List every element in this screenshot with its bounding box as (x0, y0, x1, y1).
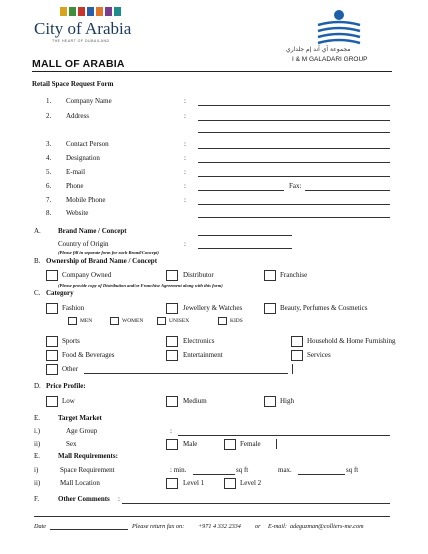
field-label-designation: Designation (66, 154, 100, 162)
field-num-6: 6. (46, 182, 52, 190)
section-a-letter: A. (34, 227, 41, 235)
website-field[interactable] (198, 217, 390, 218)
space-min-field[interactable] (193, 474, 235, 475)
price-low-label: Low (62, 397, 75, 405)
age-group-label: Age Group (66, 427, 98, 435)
level-2-label: Level 2 (240, 479, 262, 487)
female-checkbox[interactable] (224, 439, 236, 450)
field-label-phone: Phone (66, 182, 84, 190)
email-field[interactable] (198, 176, 390, 177)
footer-date-label: Date (34, 523, 47, 530)
fax-field[interactable] (305, 190, 390, 191)
mobile-phone-field[interactable] (198, 204, 390, 205)
male-checkbox[interactable] (166, 439, 178, 450)
mall-location-label: Mall Location (60, 479, 100, 487)
male-label: Male (183, 440, 198, 448)
field-colon-4: : (184, 154, 186, 162)
distributor-label: Distributor (183, 271, 214, 279)
franchise-checkbox[interactable] (264, 270, 276, 281)
section-c-letter: C. (34, 289, 41, 297)
section-f-colon: : (118, 495, 120, 503)
female-label: Female (240, 440, 261, 448)
field-colon-3: : (184, 140, 186, 148)
city-of-arabia-logo (32, 6, 147, 48)
entertainment-checkbox[interactable] (166, 350, 178, 361)
price-high-label: High (280, 397, 294, 405)
space-max-field[interactable] (298, 474, 345, 475)
footer-email[interactable]: adeguzman@colliers-me.com (290, 523, 364, 530)
price-low-checkbox[interactable] (46, 396, 58, 407)
country-of-origin-label: Country of Origin (58, 240, 109, 248)
field-label-address: Address (66, 112, 89, 120)
field-num-8: 8. (46, 209, 52, 217)
sex-label: Sex (66, 440, 77, 448)
mall-title: MALL OF ARABIA (32, 58, 125, 70)
field-num-3: 3. (46, 140, 52, 148)
section-e2-letter: E. (34, 452, 41, 460)
phone-field[interactable] (198, 190, 284, 191)
section-a-title: Brand Name / Concept (58, 227, 127, 235)
electronics-label: Electronics (183, 337, 215, 345)
sex-num: ii) (34, 440, 41, 448)
fashion-checkbox[interactable] (46, 303, 58, 314)
section-f-letter: F. (34, 495, 40, 503)
fashion-label: Fashion (62, 304, 85, 312)
sports-checkbox[interactable] (46, 336, 58, 347)
galadari-wave-icon (280, 6, 400, 46)
section-e-title: Target Market (58, 414, 102, 422)
field-num-7: 7. (46, 196, 52, 204)
country-of-origin-field[interactable] (198, 248, 292, 249)
distributor-checkbox[interactable] (166, 270, 178, 281)
field-colon-5: : (184, 168, 186, 176)
kids-checkbox[interactable] (218, 317, 227, 325)
galadari-logo (280, 6, 400, 66)
age-group-field[interactable] (178, 435, 390, 436)
footer-fax-number: +971 4 332 2334 (198, 523, 241, 530)
header-divider (32, 71, 392, 72)
other-comments-field-1[interactable] (122, 503, 390, 504)
services-checkbox[interactable] (291, 350, 303, 361)
level-2-checkbox[interactable] (224, 478, 236, 489)
galadari-arabic-name: مجموعة آي آند إم جلداري (286, 46, 351, 53)
contact-person-field[interactable] (198, 148, 390, 149)
section-d-letter: D. (34, 382, 41, 390)
footer-return-text: Please return fax on: (132, 523, 185, 530)
age-group-num: i.) (34, 427, 41, 435)
field-colon-2: : (184, 112, 186, 120)
company-owned-checkbox[interactable] (46, 270, 58, 281)
section-c-title: Category (46, 289, 74, 297)
other-comments-field-2[interactable] (34, 516, 390, 517)
country-colon: : (184, 240, 186, 248)
address-field-line-2[interactable] (198, 132, 390, 133)
space-max-label: max. (278, 466, 292, 474)
kids-label: KIDS (230, 318, 243, 324)
level-1-label: Level 1 (183, 479, 205, 487)
other-category-label: Other (62, 365, 78, 373)
section-f-title: Other Comments (58, 495, 110, 503)
field-num-1: 1. (46, 97, 52, 105)
field-colon-6: : (184, 182, 186, 190)
space-max-unit: sq ft (346, 466, 359, 474)
space-requirement-label: Space Requirement (60, 466, 115, 474)
section-d-title: Price Profile: (46, 382, 86, 390)
field-num-5: 5. (46, 168, 52, 176)
sex-end-mark (276, 439, 277, 449)
other-category-field[interactable] (84, 373, 288, 374)
beauty-label: Beauty, Perfumes & Cosmetics (280, 304, 368, 312)
space-min-label: : min. (170, 466, 187, 474)
women-checkbox[interactable] (110, 317, 119, 325)
unisex-checkbox[interactable] (157, 317, 166, 325)
price-medium-label: Medium (183, 397, 207, 405)
field-label-website: Website (66, 209, 89, 217)
galadari-name: I & M GALADARI GROUP (292, 56, 368, 63)
entertainment-label: Entertainment (183, 351, 223, 359)
section-a-note: (Please fill in separate form for each Brand/Concept) (58, 250, 159, 255)
location-num: ii) (34, 479, 41, 487)
field-colon-1: : (184, 97, 186, 105)
field-label-fax: Fax: (289, 182, 302, 190)
footer-date-field[interactable] (50, 529, 128, 530)
field-colon-7: : (184, 196, 186, 204)
section-b-note: (Please provide copy of Distribution and/or Franchise Agreement along with this form) (58, 283, 223, 288)
section-b-letter: B. (34, 257, 41, 265)
field-label-email: E-mail (66, 168, 86, 176)
franchise-label: Franchise (280, 271, 308, 279)
field-label-contact: Contact Person (66, 140, 109, 148)
price-high-checkbox[interactable] (264, 396, 276, 407)
jewellery-checkbox[interactable] (166, 303, 178, 314)
section-b-title: Ownership of Brand Name / Concept (46, 257, 158, 265)
age-group-colon: : (170, 427, 172, 435)
food-beverages-label: Food & Beverages (62, 351, 115, 359)
electronics-checkbox[interactable] (166, 336, 178, 347)
field-num-4: 4. (46, 154, 52, 162)
section-e-letter: E. (34, 414, 41, 422)
level-1-checkbox[interactable] (166, 478, 178, 489)
footer-email-label: E-mail: (268, 523, 287, 530)
household-label: Household & Home Furnishing (307, 337, 396, 345)
other-category-end-mark (292, 364, 293, 374)
field-label-mobile: Mobile Phone (66, 196, 106, 204)
household-checkbox[interactable] (291, 336, 303, 347)
logo-name: City of Arabia (34, 19, 132, 38)
jewellery-label: Jewellery & Watches (183, 304, 243, 312)
men-label: MEN (80, 318, 93, 324)
logo-tagline: THE HEART OF DUBAILAND (52, 39, 110, 43)
unisex-label: UNISEX (169, 318, 190, 324)
field-label-company: Company Name (66, 97, 112, 105)
form-title: Retail Space Request Form (32, 80, 114, 88)
address-field-line-1[interactable] (198, 120, 390, 121)
other-category-checkbox[interactable] (46, 364, 58, 375)
brand-name-field[interactable] (198, 235, 292, 236)
beauty-checkbox[interactable] (264, 303, 276, 314)
designation-field[interactable] (198, 162, 390, 163)
men-checkbox[interactable] (68, 317, 77, 325)
section-e2-title: Mall Requirements: (58, 452, 118, 460)
sports-label: Sports (62, 337, 80, 345)
price-medium-checkbox[interactable] (166, 396, 178, 407)
field-num-2: 2. (46, 112, 52, 120)
company-name-field[interactable] (198, 105, 390, 106)
footer-or: or (255, 523, 261, 530)
space-num: i) (34, 466, 39, 474)
space-min-unit: sq ft (236, 466, 249, 474)
services-label: Services (307, 351, 331, 359)
food-beverages-checkbox[interactable] (46, 350, 58, 361)
company-owned-label: Company Owned (62, 271, 112, 279)
women-label: WOMEN (122, 318, 144, 324)
